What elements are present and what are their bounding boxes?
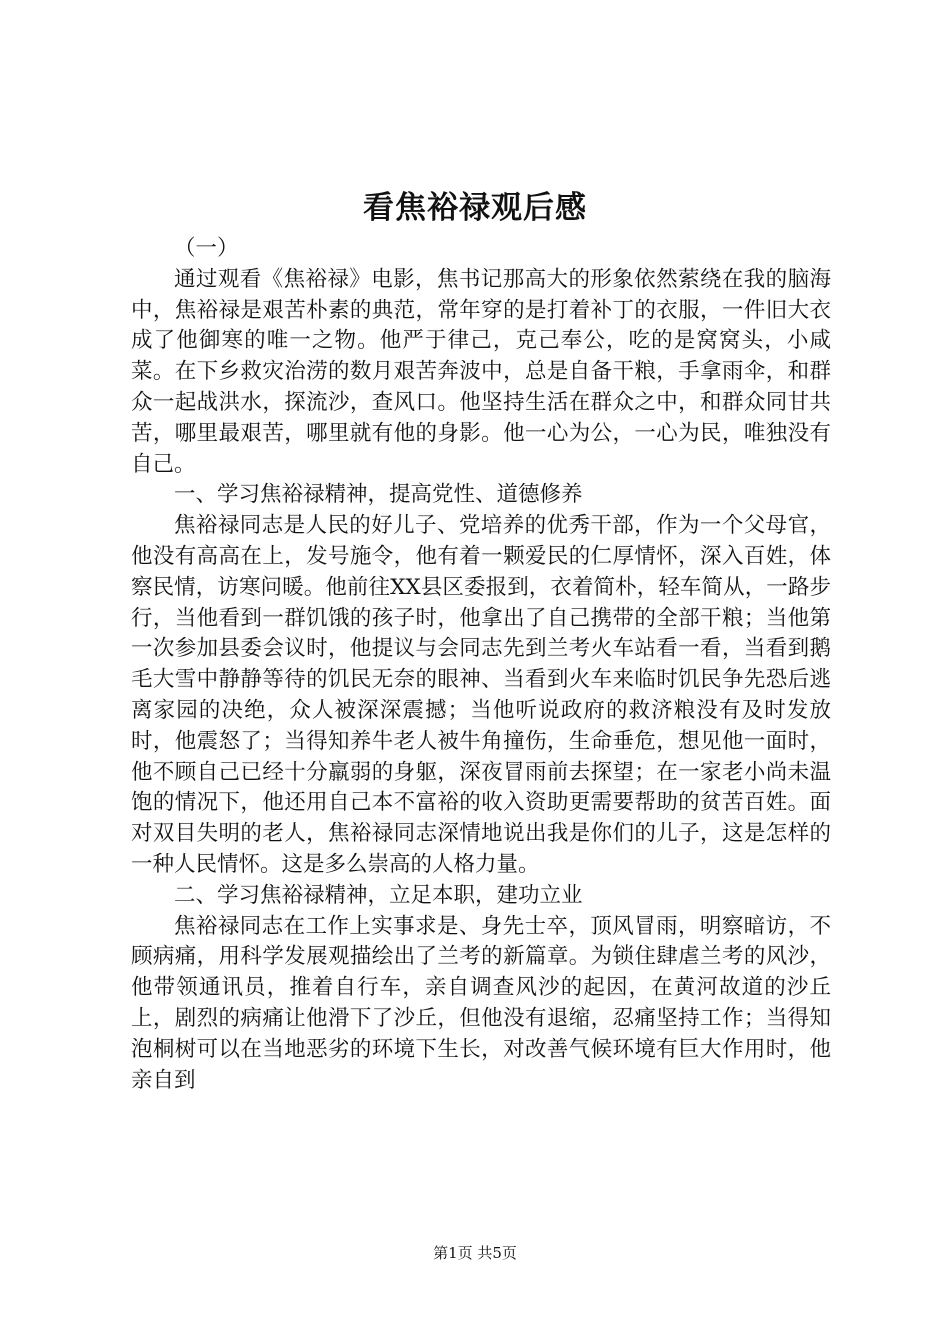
document-title: 看焦裕禄观后感 — [363, 190, 587, 226]
paragraph-intro: 通过观看《焦裕禄》电影，焦书记那高大的形象依然萦绕在我的脑海中，焦裕禄是艰苦朴素的典范，常年穿的是打着补丁的衣服，一件旧大衣成了他御寒的唯一之物。他严于律己，克己奉公，吃的是窝窝头，小咸菜。在下乡救灾治涝的数月艰苦奔波中，总是自备干粮，手拿雨伞，和群众一起战洪水，探流沙，查风口。他坚持生活在群众之中，和群众同甘共苦，哪里最艰苦，哪里就有他的身影。他一心为公，一心为民，唯独没有自己。 — [131, 266, 831, 477]
document-body — [131, 234, 831, 1096]
section-heading-1: 一、学习焦裕禄精神，提高党性、道德修养 — [174, 482, 583, 508]
paragraph-section-1: 焦裕禄同志是人民的好儿子、党培养的优秀干部，作为一个父母官，他没有高高在上，发号施令，他有着一颗爱民的仁厚情怀，深入百姓，体察民情，访寒问暖。他前往XX县区委报到，衣着简朴，轻车简从，一路步行，当他看到一群饥饿的孩子时，他拿出了自己携带的全部干粮；当他第一次参加县委会议时，他提议与会同志先到兰考火车站看一看，当看到鹅毛大雪中静静等待的饥民无奈的眼神、当看到火车来临时饥民争先恐后逃离家园的决绝，众人被深深震撼；当他听说政府的救济粮没有及时发放时，他震怒了；当得知养牛老人被牛角撞伤，生命垂危，想见他一面时，他不顾自己已经十分羸弱的身躯，深夜冒雨前去探望；在一家老小尚未温饱的情况下，他还用自己本不富裕的收入资助更需要帮助的贫苦百姓。面对双目失明的老人，焦裕禄同志深情地说出我是你们的儿子，这是怎样的一种人民情怀。这是多么崇高的人格力量。 — [131, 513, 831, 877]
section-heading-2: 二、学习焦裕禄精神，立足本职，建功立业 — [174, 882, 583, 908]
page-footer: 第1页 共5页 — [433, 1244, 517, 1262]
section-marker-one: （一） — [174, 236, 239, 261]
paragraph-section-2: 焦裕禄同志在工作上实事求是、身先士卒，顶风冒雨，明察暗访，不顾病痛，用科学发展观描绘出了兰考的新篇章。为锁住肆虐兰考的风沙，他带领通讯员，推着自行车，亲自调查风沙的起因，在黄河故道的沙丘上，剧烈的病痛让他滑下了沙丘，但他没有退缩，忍痛坚持工作；当得知泡桐树可以在当地恶劣的环境下生长，对改善气候环境有巨大作用时，他亲自到 — [131, 913, 831, 1093]
